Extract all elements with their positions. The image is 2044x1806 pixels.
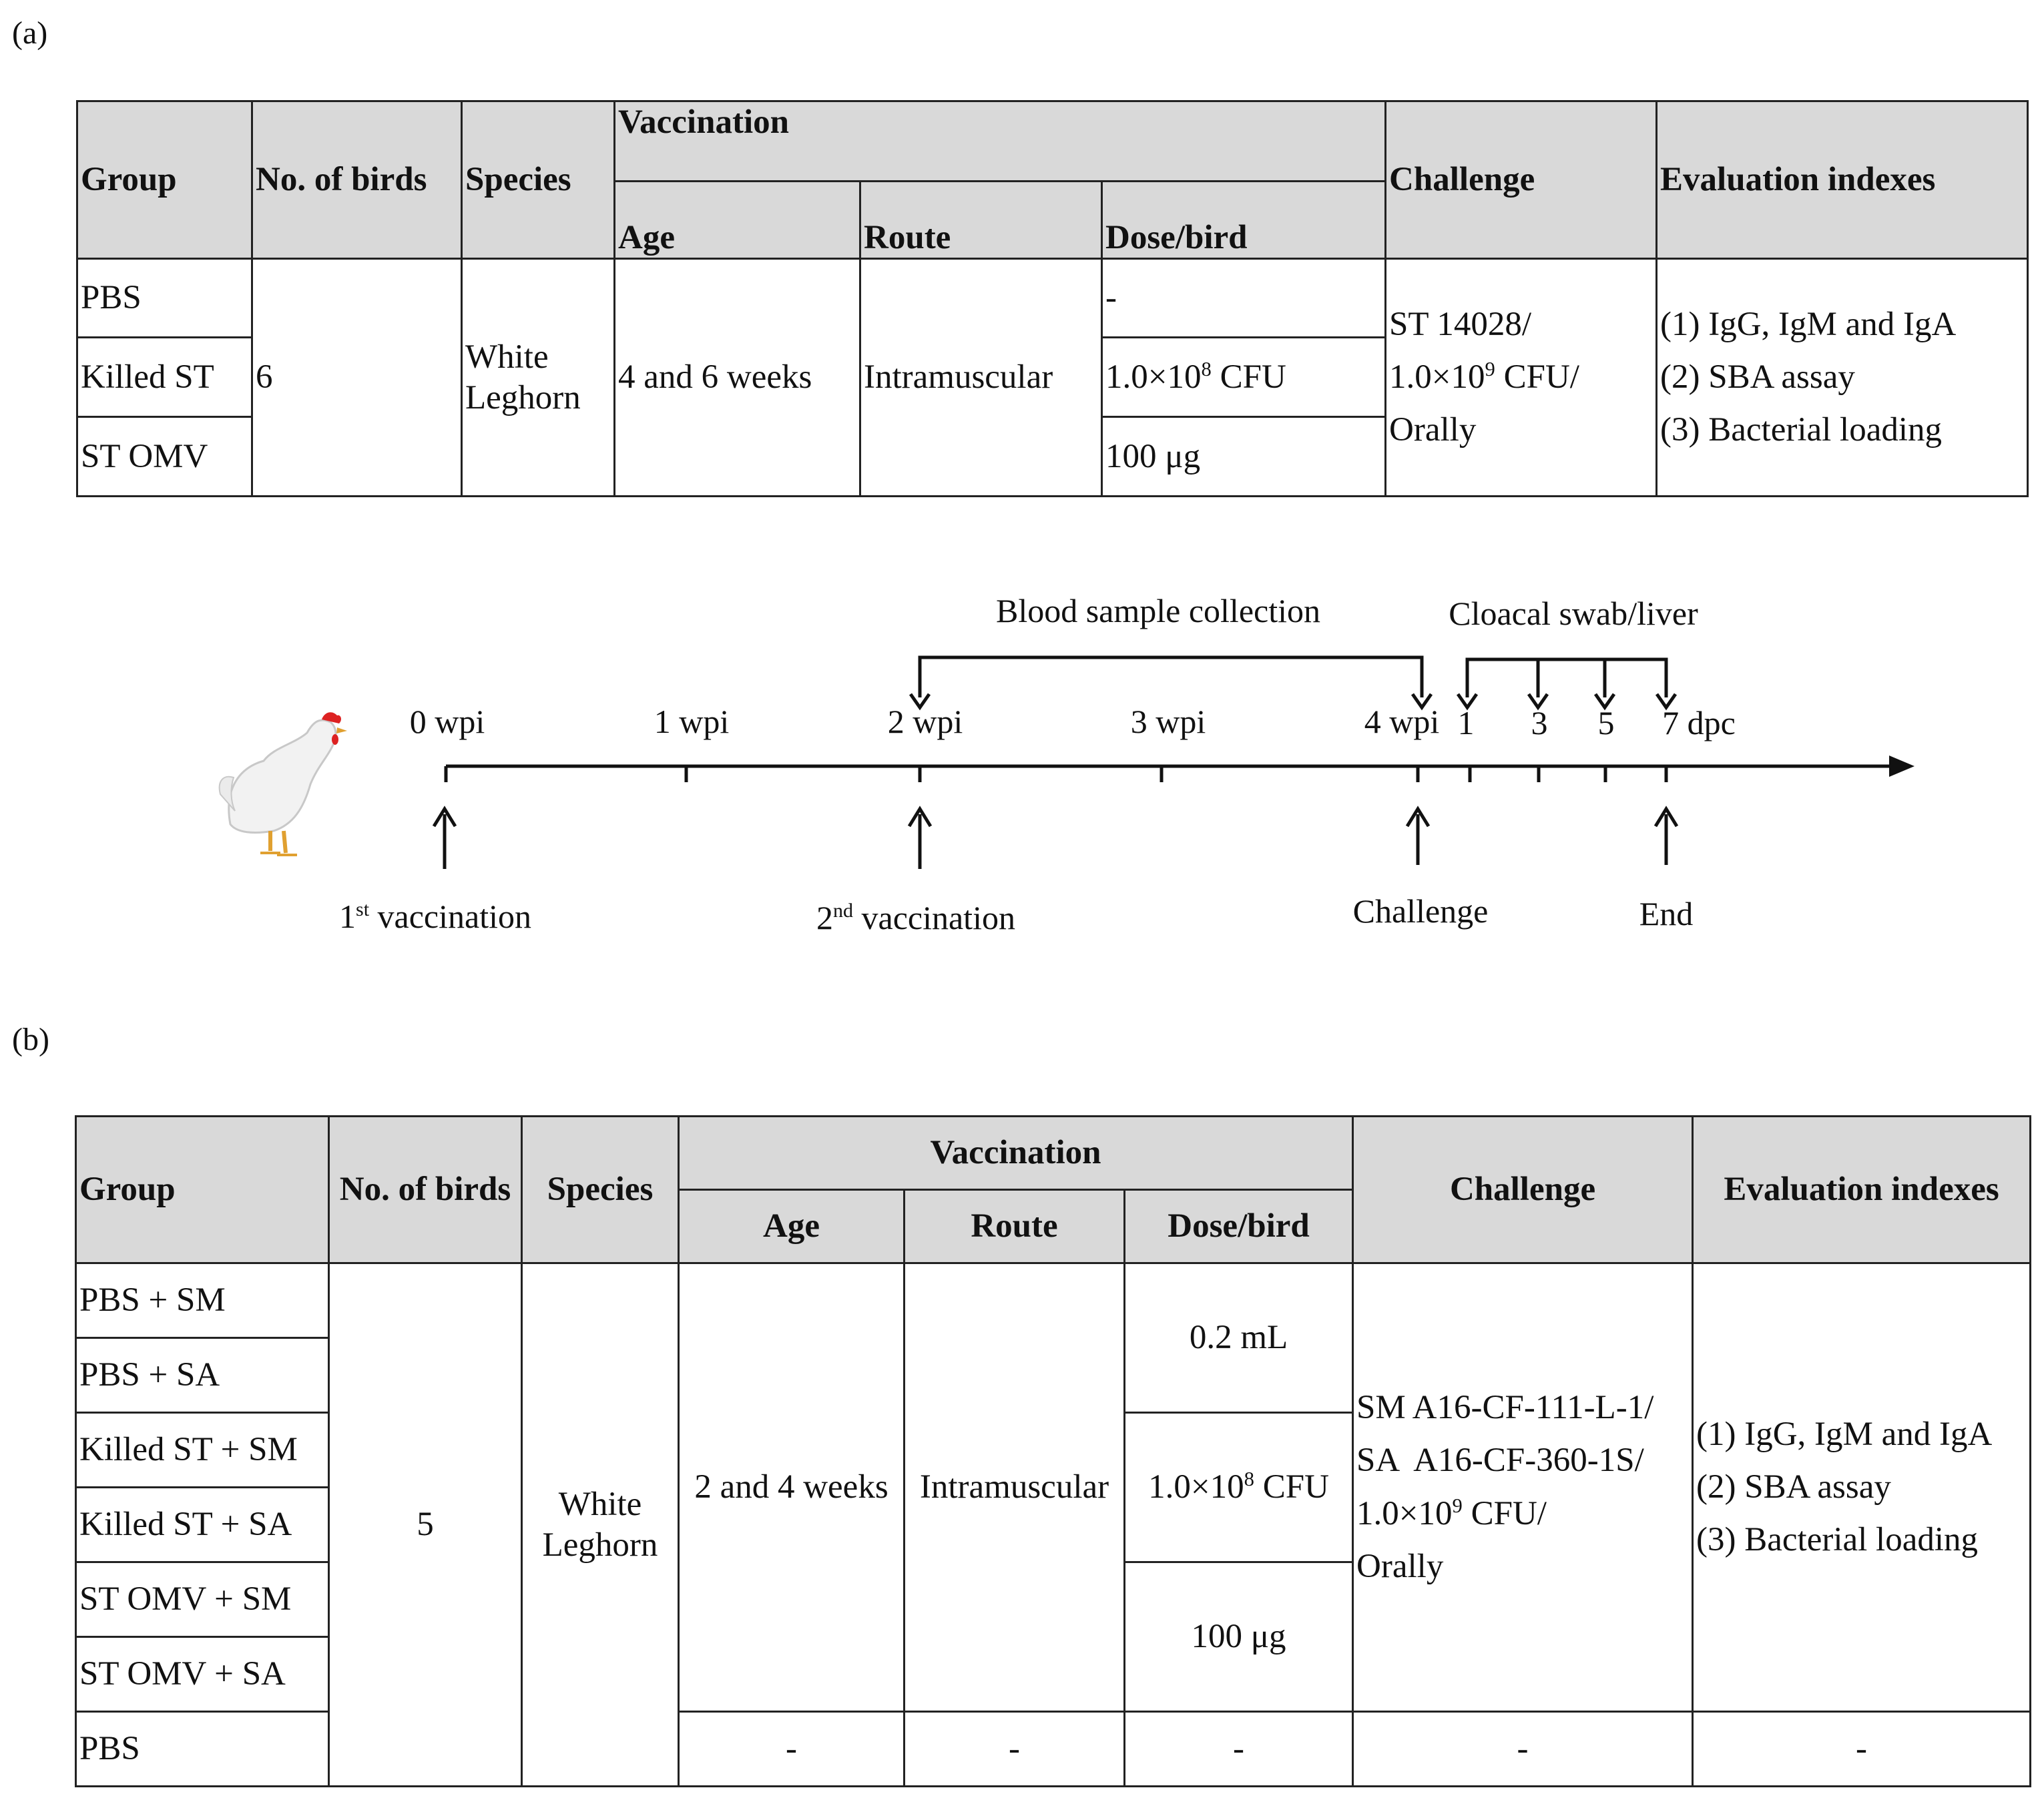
evaluation-cell [1657, 259, 2028, 497]
evaluation-item: (2) SBA assay [1696, 1468, 1891, 1506]
cloacal-swab-bracket [1467, 659, 1666, 697]
header-challenge: Challenge [1353, 1117, 1693, 1263]
tick-label-dpc: 7 dpc [1662, 704, 1736, 741]
dose-cell: $1.0\times 10^8$ CFU [1125, 1413, 1353, 1562]
pbs-route-cell: - [905, 1712, 1125, 1787]
age-cell: 4 and 6 weeks [615, 259, 860, 497]
tick-label-dpc: 5 [1597, 704, 1615, 741]
panel-a-label: (a) [12, 15, 48, 51]
species-cell: White Leghorn [462, 259, 615, 497]
header-dose: Dose/bird [1125, 1190, 1353, 1263]
birds-cell: 6 [252, 259, 462, 497]
evaluation-item: (2) SBA assay [1660, 358, 1855, 396]
age-cell: 2 and 4 weeks [679, 1263, 905, 1712]
tick-label-wpi: 3 wpi [1130, 703, 1206, 740]
header-evaluation: Evaluation indexes [1657, 101, 2028, 259]
group-cell: Killed ST + SA [76, 1488, 329, 1562]
header-dose: Dose/bird [1102, 182, 1386, 259]
event-arrows [434, 809, 1677, 869]
header-challenge: Challenge [1386, 101, 1657, 259]
tick-label-wpi: 2 wpi [887, 703, 963, 740]
panel-b-label: (b) [12, 1022, 49, 1057]
header-birds: No. of birds [252, 101, 462, 259]
challenge-cell [1386, 259, 1657, 497]
tick-label-wpi: 0 wpi [409, 703, 485, 740]
pbs-evaluation-cell: - [1693, 1712, 2031, 1787]
timeline-ticks [446, 766, 1666, 782]
group-cell: ST OMV [77, 417, 252, 497]
challenge-line: $1.0\times 10^9$ CFU/ [1356, 1494, 1547, 1532]
panel-b-table [75, 1115, 2031, 1787]
header-evaluation: Evaluation indexes [1693, 1117, 2031, 1263]
second-vaccination-label: 2nd vaccination [816, 899, 1015, 936]
tick-label-dpc: 3 [1531, 704, 1548, 741]
tick-label-dpc: 1 [1457, 704, 1475, 741]
header-age: Age [615, 182, 860, 259]
group-cell: PBS [77, 259, 252, 338]
evaluation-item: (1) IgG, IgM and IgA [1660, 305, 1957, 343]
group-cell: PBS [76, 1712, 329, 1787]
challenge-line: $1.0\times 10^9$ CFU/ [1389, 357, 1579, 396]
header-age: Age [679, 1190, 905, 1263]
header-group: Group [76, 1117, 329, 1263]
group-cell: ST OMV + SA [76, 1637, 329, 1712]
challenge-line: SM A16-CF-111-L-1/ [1356, 1389, 1654, 1427]
timeline-diagram [0, 574, 2044, 948]
dose-cell: 100 μg [1125, 1562, 1353, 1712]
route-cell: Intramuscular [905, 1263, 1125, 1712]
group-cell: Killed ST [77, 338, 252, 417]
evaluation-item: (1) IgG, IgM and IgA [1696, 1415, 1993, 1453]
dose-cell: - [1102, 259, 1386, 338]
tick-label-wpi: 4 wpi [1364, 703, 1440, 740]
challenge-line: ST 14028/ [1389, 305, 1532, 343]
panel-a-table [76, 100, 2029, 497]
birds-cell: 5 [329, 1263, 522, 1787]
challenge-cell [1353, 1263, 1693, 1712]
group-cell: PBS + SA [76, 1338, 329, 1413]
chicken-illustration [220, 712, 347, 855]
header-group: Group [77, 101, 252, 259]
group-cell: ST OMV + SM [76, 1562, 329, 1637]
challenge-line: Orally [1389, 411, 1477, 449]
evaluation-item: (3) Bacterial loading [1696, 1521, 1979, 1559]
dose-cell: 100 μg [1102, 417, 1386, 497]
header-route: Route [905, 1190, 1125, 1263]
challenge-line: Orally [1356, 1547, 1444, 1585]
axis-arrowhead [1889, 756, 1914, 777]
route-cell: Intramuscular [860, 259, 1102, 497]
cloacal-swab-label: Cloacal swab/liver [1449, 595, 1698, 632]
blood-sample-bracket [920, 657, 1422, 697]
pbs-dose-cell: - [1125, 1712, 1353, 1787]
header-birds: No. of birds [329, 1117, 522, 1263]
challenge-event-label: Challenge [1352, 892, 1489, 930]
end-event-label: End [1639, 895, 1694, 932]
group-cell: PBS + SM [76, 1263, 329, 1338]
blood-sample-label: Blood sample collection [995, 592, 1321, 629]
evaluation-cell [1693, 1263, 2031, 1712]
pbs-age-cell: - [679, 1712, 905, 1787]
dose-cell: 0.2 mL [1125, 1263, 1353, 1413]
tick-label-wpi: 1 wpi [654, 703, 730, 740]
header-species: Species [462, 101, 615, 259]
first-vaccination-label: 1st vaccination [339, 898, 531, 935]
pbs-challenge-cell: - [1353, 1712, 1693, 1787]
dose-cell: $1.0\times 10^8$ CFU [1102, 338, 1386, 417]
species-cell: White Leghorn [522, 1263, 679, 1787]
header-route: Route [860, 182, 1102, 259]
header-vaccination: Vaccination [615, 101, 1386, 182]
header-species: Species [522, 1117, 679, 1263]
challenge-line: SA A16-CF-360-1S/ [1356, 1442, 1644, 1480]
group-cell: Killed ST + SM [76, 1413, 329, 1488]
evaluation-item: (3) Bacterial loading [1660, 411, 1943, 449]
header-vaccination: Vaccination [679, 1117, 1353, 1190]
